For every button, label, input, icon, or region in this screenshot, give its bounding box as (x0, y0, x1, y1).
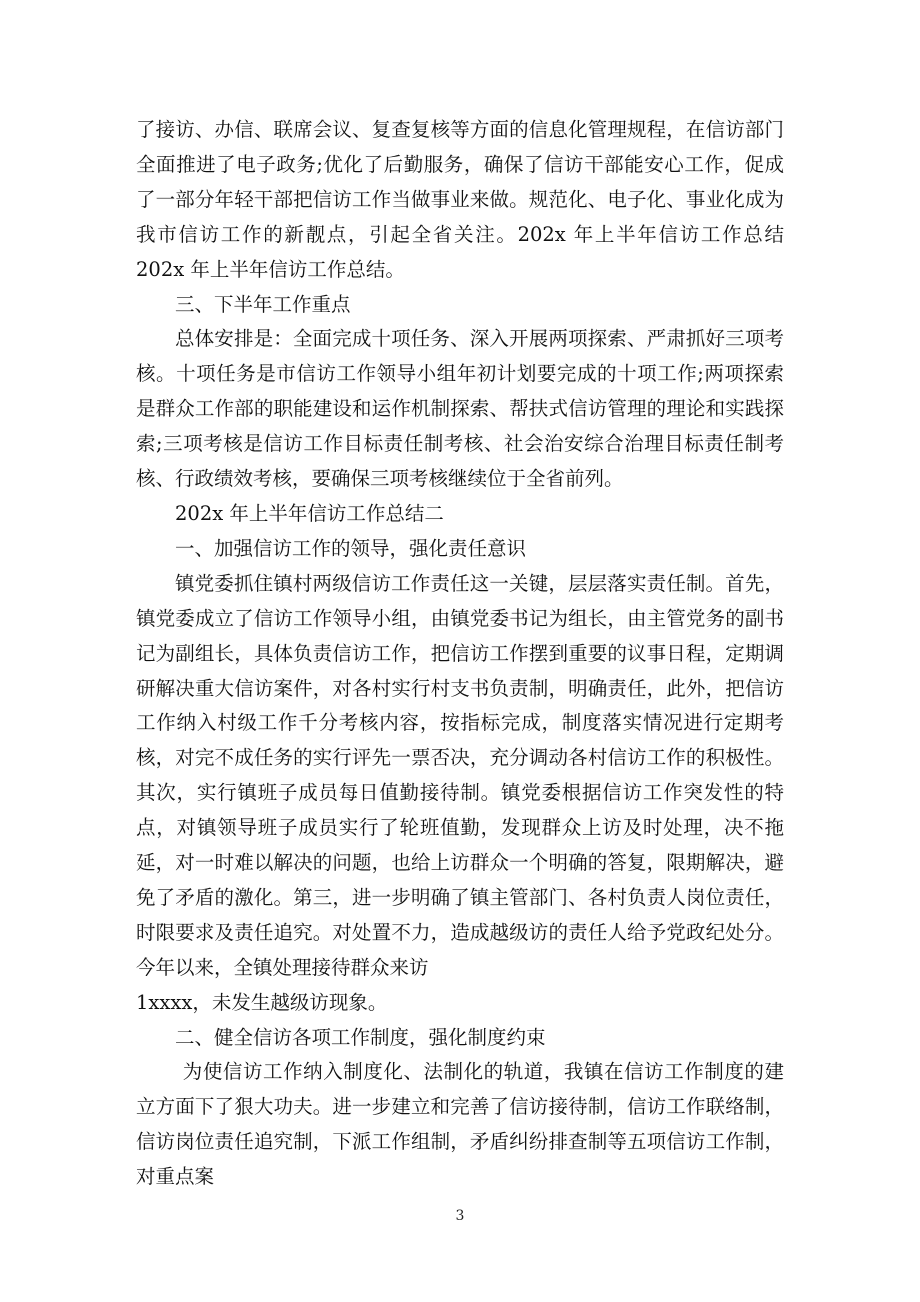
paragraph-continuation: 了接访、办信、联席会议、复查复核等方面的信息化管理规程，在信访部门全面推进了电子政务;优化了后勤服务，确保了信访干部能安心工作，促成了一部分年轻干部把信访工作当做事业来做。规范化、电子化、事业化成为我市信访工作的新靓点，引起全省关注。202x 年上半年信访工作总结 202x 年上半年信访工作总结。 (136, 118, 784, 281)
paragraph-visit-count: 1xxxx，未发生越级访现象。 (136, 990, 388, 1014)
page-number: 3 (455, 1208, 465, 1224)
section-heading-2: 二、健全信访各项工作制度，强化制度约束 (175, 1025, 546, 1049)
document-subtitle: 202x 年上半年信访工作总结二 (175, 501, 444, 525)
section-heading-1: 一、加强信访工作的领导，强化责任意识 (175, 536, 527, 560)
paragraph-systems: 为使信访工作纳入制度化、法制化的轨道，我镇在信访工作制度的建立方面下了狠大功夫。进一步建立和完善了信访接待制，信访工作联络制，信访岗位责任追究制，下派工作组制，矛盾纠纷排查制等五项信访工作制，对重点案 (136, 1060, 784, 1189)
document-body (136, 113, 784, 1195)
paragraph-overall-arrangement: 总体安排是：全面完成十项任务、深入开展两项探索、严肃抓好三项考核。十项任务是市信访工作领导小组年初计划要完成的十项工作;两项探索是群众工作部的职能建设和运作机制探索、帮扶式信访管理的理论和实践探索;三项考核是信访工作目标责任制考核、社会治安综合治理目标责任制考核、行政绩效考核，要确保三项考核继续位于全省前列。 (136, 327, 784, 491)
section-heading-3: 三、下半年工作重点 (175, 292, 351, 316)
paragraph-responsibility: 镇党委抓住镇村两级信访工作责任这一关键，层层落实责任制。首先，镇党委成立了信访工作领导小组，由镇党委书记为组长，由主管党务的副书记为副组长，具体负责信访工作，把信访工作摆到重要的议事日程，定期调研解决重大信访案件，对各村实行村支书负责制，明确责任，此外，把信访工作纳入村级工作千分考核内容，按指标完成，制度落实情况进行定期考核，对完不成任务的实行评先一票否决，充分调动各村信访工作的积极性。其次，实行镇班子成员每日值勤接待制。镇党委根据信访工作突发性的特点，对镇领导班子成员实行了轮班值勤，发现群众上访及时处理，决不拖延，对一时难以解决的问题，也给上访群众一个明确的答复，限期解决，避免了矛盾的激化。第三，进一步明确了镇主管部门、各村负责人岗位责任，时限要求及责任追究。对处置不力，造成越级访的责任人给予党政纪处分。今年以来，全镇处理接待群众来访 (136, 571, 784, 979)
